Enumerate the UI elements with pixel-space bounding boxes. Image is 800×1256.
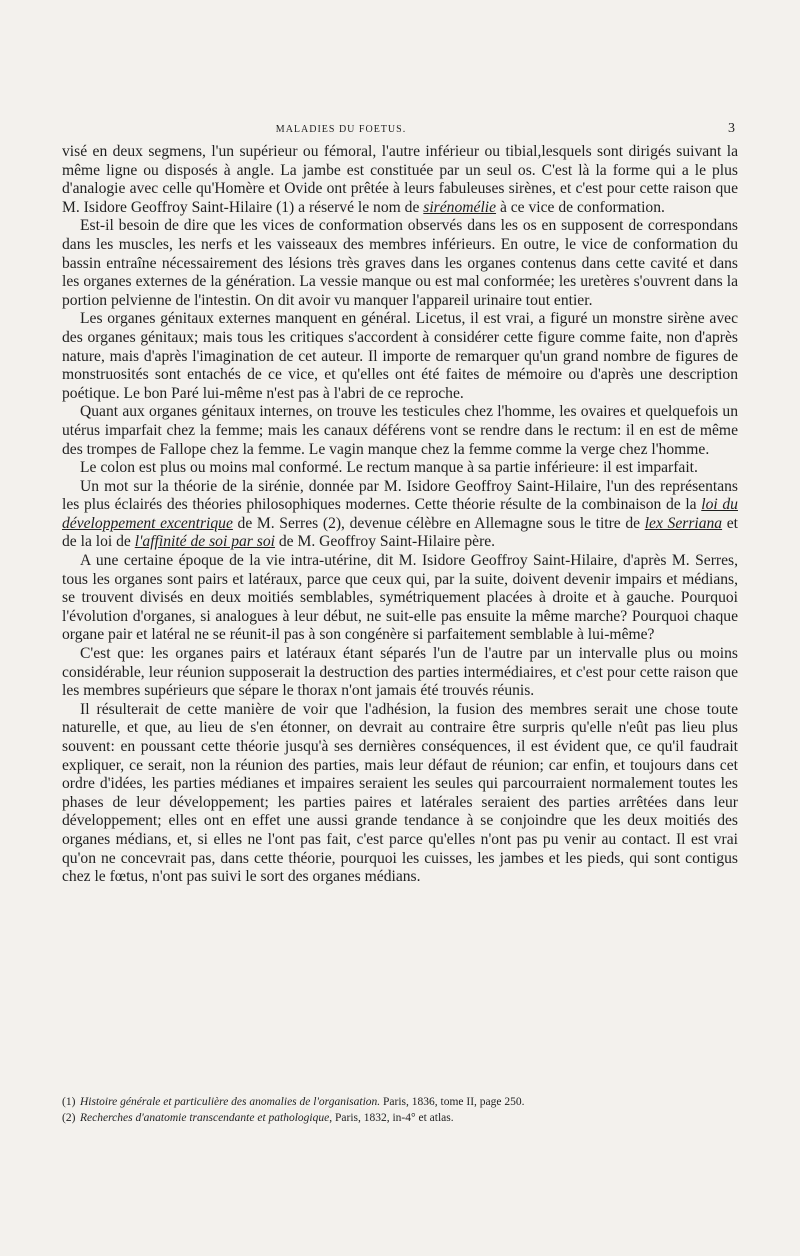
paragraph-3: Les organes génitaux externes manquent en général. Licetus, il est vrai, a figuré un monstre sirène avec des organes génitaux; mais tous les critiques s'accordent à considérer cette figure comme faite, non d'après nature, mais d'après l'imagination de cet auteur. Il importe de remarquer qu'un grand nombre de figures de monstruosités sont entachés de ce vice, et qu'elles ont été faites de mémoire ou d'après une description poétique. Le bon Paré lui-même n'est pas à l'abri de ce reproche. xyxy=(62,310,738,402)
footnote-2 xyxy=(62,1110,738,1126)
text-run: visé en deux segmens, l'un supérieur ou fémoral, l'autre inférieur ou tibial,lesquels sont dirigés suivant la même ligne ou disposés à angle. La jambe est constituée par un seul os. C'est là la forme qui a le plus d'analogie avec celle qu'Homère et Ovide ont prêtée à leurs fabuleuses sirènes, et c'est pour cette raison que M. Isidore Geoffroy Saint-Hilaire (1) a réservé le nom de xyxy=(62,143,738,216)
page-header xyxy=(62,121,735,144)
paragraph-9: Il résulterait de cette manière de voir que l'adhésion, la fusion des membres serait une chose toute naturelle, et que, au lieu de s'en étonner, on devrait au contraire être surpris qu'elle n'eût pas lieu plus souvent: en poussant cette théorie jusqu'à ses dernières conséquences, il est évident que, ce qu'il faudrait expliquer, ce serait, non la réunion des parties, mais leur défaut de réunion; car enfin, et toujours dans cet ordre d'idées, les parties médianes et impaires seraient les seules qui parcourraient normalement toutes les phases de leur développement; les parties paires et latérales seraient des parties arrêtées dans leur développement; elles ont en effet une aussi grande tendance à se conjoindre que les deux moitiés des organes médians, et, si elles ne l'ont pas fait, c'est parce qu'elles n'ont pas pu venir au contact. Il est vrai qu'on ne concevrait pas, dans cette théorie, pourquoi les cuisses, les jambes et les pieds, qui sont contigus chez le fœtus, n'ont pas suivi le sort des organes médians. xyxy=(62,700,738,886)
text-run: de M. Geoffroy Saint-Hilaire père. xyxy=(274,533,496,551)
page-number: 3 xyxy=(728,121,735,136)
footnote-text: , Paris, 1832, in-4° et atlas. xyxy=(329,1112,454,1124)
italic-term: l'affinité de soi par soi xyxy=(134,533,275,551)
paragraph-6 xyxy=(62,478,738,552)
paragraph-2: Est-il besoin de dire que les vices de conformation observés dans les os en supposent de correspondans dans les muscles, les nerfs et les vaisseaux des membres inférieurs. En outre, le vice de conformation du bassin entraîne nécessairement des lésions très graves dans les organes contenus dans cette cavité et dans les organes externes de la génération. La vessie manque ou est mal conformée; les uretères s'ouvrent dans la portion pelvienne de l'intestin. On dit avoir vu manquer l'appareil urinaire tout entier. xyxy=(62,217,738,309)
text-run: de M. Serres (2), devenue célèbre en Allemagne sous le titre de xyxy=(232,514,645,532)
footnote-mark: (2) xyxy=(62,1112,76,1124)
paragraph-5: Le colon est plus ou moins mal conformé. Le rectum manque à sa partie inférieure: il est imparfait. xyxy=(80,459,698,477)
text-run: à ce vice de conformation. xyxy=(496,198,665,216)
italic-term: sirénomélie xyxy=(423,198,497,216)
running-head: MALADIES DU FOETUS. xyxy=(275,124,407,135)
footnote-title: Recherches d'anatomie transcendante et pathologique xyxy=(80,1112,330,1124)
italic-term: lex Serriana xyxy=(644,514,723,532)
text-run: et de la loi de xyxy=(62,514,738,551)
paragraph-4: Quant aux organes génitaux internes, on trouve les testicules chez l'homme, les ovaires et quelquefois un utérus imparfait chez la femme; mais les canaux déférens vont se rendre dans le rectum: il en est de même des trompes de Fallope chez la femme. Le vagin manque chez la femme comme la verge chez l'homme. xyxy=(62,403,738,458)
text-run: Un mot sur la théorie de la sirénie, donnée par M. Isidore Geoffroy Saint-Hilaire, l'un des représentans les plus éclairés des théories philosophiques modernes. Cette théorie résulte de la combinaison de la xyxy=(62,477,738,514)
footnote-1 xyxy=(62,1094,738,1110)
paragraph-8: C'est que: les organes pairs et latéraux étant séparés l'un de l'autre par un intervalle plus ou moins considérable, leur réunion supposerait la destruction des parties intermédiaires, et c'est pour cette raison que les membres supérieurs que sépare le thorax n'ont jamais été trouvés réunis. xyxy=(62,645,738,700)
footnote-text: Paris, 1836, tome II, page 250. xyxy=(380,1096,525,1108)
body-text xyxy=(62,143,738,887)
footnotes xyxy=(62,1094,738,1126)
paragraph-1 xyxy=(62,143,738,217)
paragraph-7: A une certaine époque de la vie intra-utérine, dit M. Isidore Geoffroy Saint-Hilaire, d'après M. Serres, tous les organes sont pairs et latéraux, parce que ceux qui, par la suite, doivent devenir impairs et médians, se trouvent divisés en deux moitiés semblables, symétriquement placées à droite et à gauche. Pourquoi l'évolution d'organes, si analogues à leur début, ne suit-elle pas ensuite la même marche? Pourquoi chaque organe pair et latéral ne se réunit-il pas à son congénère si parfaitement semblable à lui-même? xyxy=(62,552,738,644)
italic-term: loi du développement excentrique xyxy=(62,496,738,532)
footnote-mark: (1) xyxy=(62,1096,76,1108)
footnote-title: Histoire générale et particulière des anomalies de l'organisation. xyxy=(80,1096,381,1108)
